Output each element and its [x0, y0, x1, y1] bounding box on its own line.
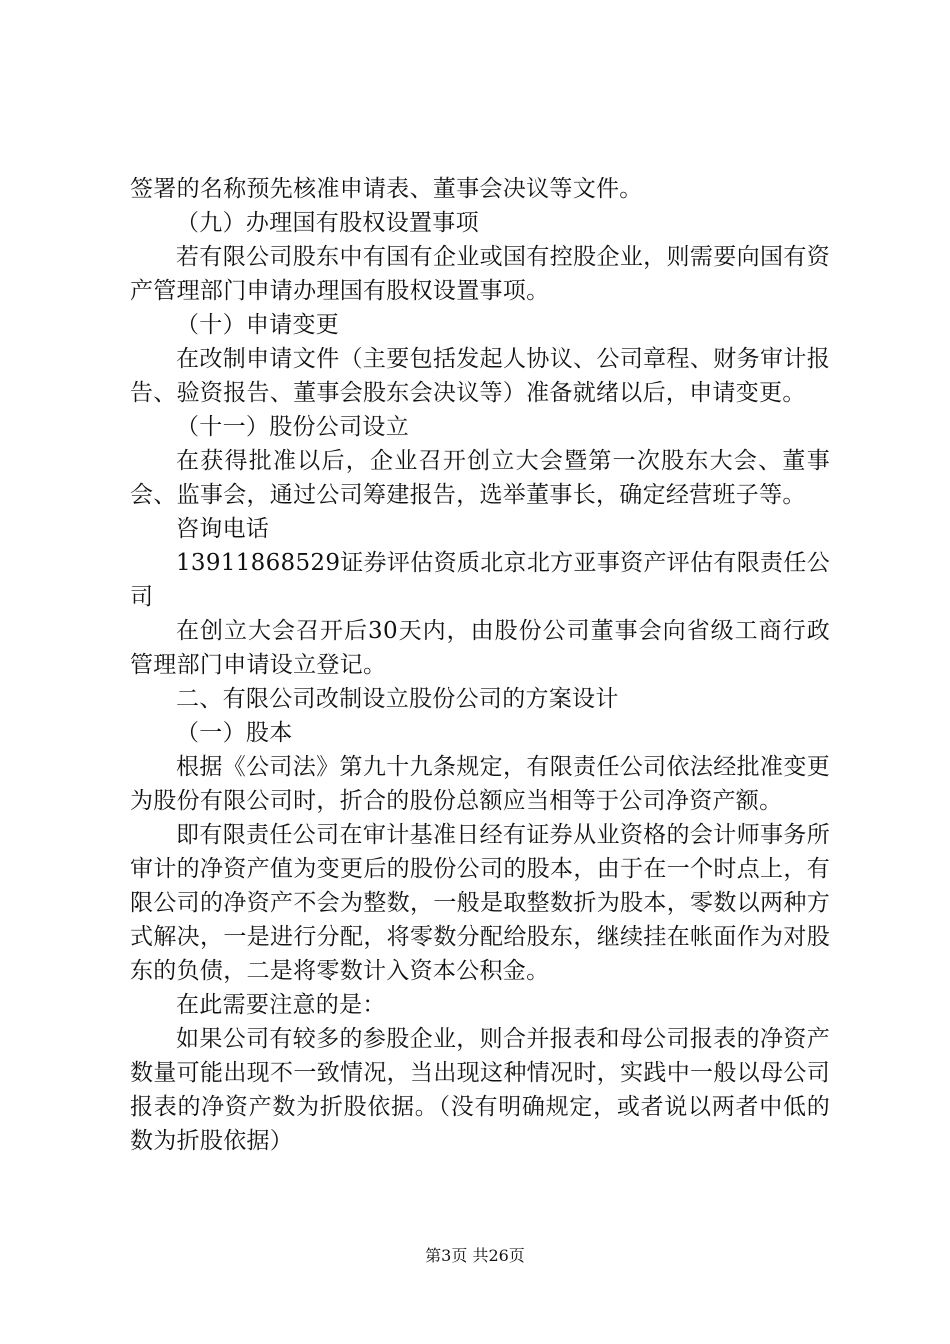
paragraph: 在改制申请文件（主要包括发起人协议、公司章程、财务审计报告、验资报告、董事会股东会决议等）准备就绪以后，申请变更。 [130, 346, 830, 406]
page-number-footer: 第3页 共26页 [425, 1246, 525, 1265]
paragraph: 根据《公司法》第九十九条规定，有限责任公司依法经批准变更为股份有限公司时，折合的股份总额应当相等于公司净资产额。 [130, 754, 830, 814]
paragraph: 如果公司有较多的参股企业，则合并报表和母公司报表的净资产数量可能出现不一致情况，当出现这种情况时，实践中一般以母公司报表的净资产数为折股依据。（没有明确规定，或者说以两者中低的数为折股依据） [130, 1026, 830, 1154]
section-heading: （一）股本 [176, 720, 293, 746]
section-heading: （十）申请变更 [176, 312, 340, 338]
paragraph: 若有限公司股东中有国有企业或国有控股企业，则需要向国有资产管理部门申请办理国有股权设置事项。 [130, 244, 830, 304]
paragraph: 在获得批准以后，企业召开创立大会暨第一次股东大会、董事会、监事会，通过公司筹建报告，选举董事长，确定经营班子等。 [130, 448, 830, 508]
paragraph: 在创立大会召开后30天内，由股份公司董事会向省级工商行政管理部门申请设立登记。 [130, 618, 830, 678]
section-heading: 二、有限公司改制设立股份公司的方案设计 [176, 686, 619, 712]
section-heading: （十一）股份公司设立 [176, 414, 409, 440]
section-heading: （九）办理国有股权设置事项 [176, 210, 479, 236]
paragraph: 在此需要注意的是： [176, 992, 386, 1018]
paragraph: 咨询电话 [176, 516, 270, 542]
paragraph: 签署的名称预先核准申请表、董事会决议等文件。 [130, 176, 643, 202]
paragraph: 即有限责任公司在审计基准日经有证券从业资格的会计师事务所审计的净资产值为变更后的股份公司的股本，由于在一个时点上，有限公司的净资产不会为整数，一般是取整数折为股本，零数以两种方式解决，一是进行分配，将零数分配给股东，继续挂在帐面作为对股东的负债，二是将零数计入资本公积金。 [130, 822, 830, 984]
document-body [130, 172, 830, 1158]
paragraph: 13911868529证券评估资质北京北方亚事资产评估有限责任公司 [130, 550, 830, 610]
